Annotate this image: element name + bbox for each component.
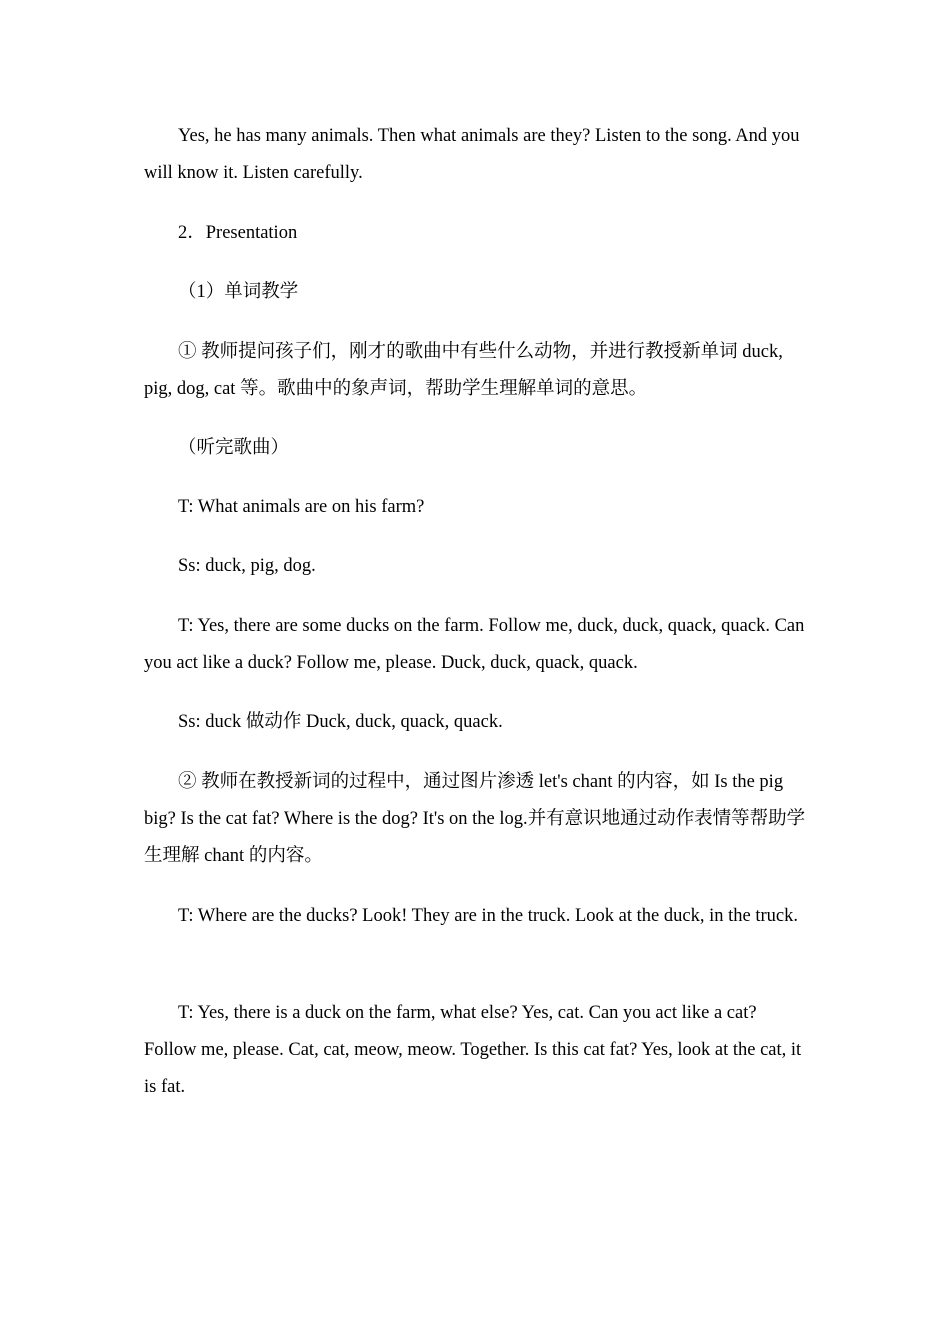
dialogue-students-answer: Ss: duck, pig, dog. bbox=[178, 556, 316, 576]
dialogue-teacher-cat: T: Yes, there is a duck on the farm, what else? Yes, cat. Can you act like a cat? Follow me, please. Cat, cat, meow, meow. Together. Is this cat fat? Yes, look at the cat, it is fat. bbox=[144, 1003, 802, 1097]
paragraph-step-1: ① 教师提问孩子们，刚才的歌曲中有些什么动物，并进行教授新单词 duck, pig, dog, cat 等。歌曲中的象声词，帮助学生理解单词的意思。 bbox=[144, 342, 783, 399]
dialogue-teacher-question: T: What animals are on his farm? bbox=[178, 497, 425, 517]
subsection-heading-vocabulary: （1）单词教学 bbox=[178, 282, 299, 302]
paragraph-intro: Yes, he has many animals. Then what animals are they? Listen to the song. And you will know it. Listen carefully. bbox=[144, 126, 800, 183]
paragraph-after-song: （听完歌曲） bbox=[178, 438, 290, 458]
section-heading-presentation: 2．Presentation bbox=[178, 223, 298, 243]
dialogue-students-duck: Ss: duck 做动作 Duck, duck, quack, quack. bbox=[178, 712, 503, 732]
dialogue-teacher-duck: T: Yes, there are some ducks on the farm. Follow me, duck, duck, quack, quack. Can you act like a duck? Follow me, please. Duck, duck, quack, quack. bbox=[144, 616, 805, 673]
dialogue-teacher-truck: T: Where are the ducks? Look! They are in the truck. Look at the duck, in the truck. bbox=[178, 906, 798, 926]
paragraph-step-2: ② 教师在教授新词的过程中，通过图片渗透 let's chant 的内容，如 Is the pig big? Is the cat fat? Where is the dog? It's on the log.并有意识地通过动作表情等帮助学生理解 chant 的内容。 bbox=[144, 772, 806, 866]
